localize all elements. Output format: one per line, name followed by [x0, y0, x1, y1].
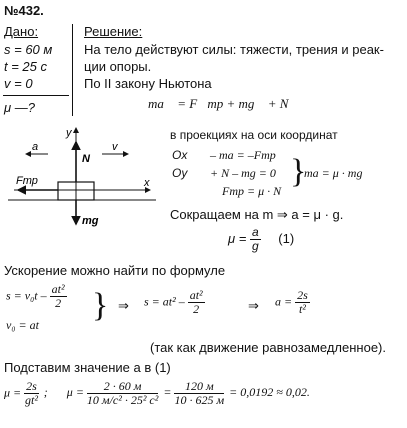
mu-formula [228, 226, 294, 253]
given-item-s: s = 60 м [4, 42, 53, 57]
a-eq-den: t² [298, 302, 306, 316]
sys-eq1-num: at² [51, 282, 65, 296]
final-mu1-fraction [24, 380, 39, 407]
sys-eq1-den: 2 [55, 296, 62, 310]
s-eq-fraction [188, 289, 205, 316]
implies-2: ⇒ [248, 298, 259, 313]
substitute-text: Подставим значение a в (1) [4, 360, 171, 375]
note-text: (так как движение равнозамедленное). [150, 340, 386, 355]
final-mu2-num: 2 · 60 м [87, 380, 158, 394]
final-mu1-lhs: μ = [4, 385, 22, 400]
sys-eq1-fraction [50, 283, 67, 310]
accel-text: Ускорение можно найти по формуле [4, 263, 226, 278]
x-axis-label: x [144, 177, 150, 189]
given-vertical-divider [72, 24, 73, 116]
sys-eq1-lhs: s = v₀t – [6, 288, 47, 303]
sys-eq1 [6, 283, 67, 310]
equals-sign: = [163, 385, 172, 400]
a-eq-num: 2s [297, 288, 308, 302]
final-mu2-den: 10 м/с² · 25² с² [86, 393, 159, 407]
given-find-divider [3, 95, 69, 96]
final-mu3-fraction [174, 380, 224, 407]
a-eq-fraction [295, 289, 310, 316]
result-ma: ma = μ · mg [304, 166, 363, 180]
y-axis-label: y [66, 127, 72, 139]
a-eq-lhs: a = [275, 294, 293, 309]
oy-label: Oy [172, 166, 188, 180]
problem-number: №432. [4, 3, 44, 18]
eq-ox: – ma = –Fтр [210, 148, 276, 162]
implies-1: ⇒ [118, 298, 129, 313]
reduce-text: Сокращаем на m ⇒ a = μ · g. [170, 207, 344, 222]
final-mu2-lhs: μ = [66, 385, 84, 400]
solution-intro-1: На тело действуют силы: тяжести, трения и реак- [84, 42, 384, 57]
given-header: Дано: [4, 24, 39, 39]
final-mu1-den: gt² [24, 393, 38, 407]
system-brace-2: } [92, 287, 109, 324]
final-mu3-num: 120 м [174, 380, 224, 394]
final-mu3-den: 10 · 625 м [174, 393, 225, 407]
s-eq-lhs: s = at² – [144, 294, 185, 309]
sys-eq2: v₀ = at [6, 318, 39, 332]
friction-label: Fтр [16, 175, 38, 187]
projections-text: в проекциях на оси координат [170, 128, 338, 142]
ox-label: Ox [172, 148, 188, 162]
given-find: μ —? [4, 100, 35, 115]
vector-equation: ma⃗ = F⃗тр + mg⃗ + N⃗ [148, 96, 299, 111]
mu-den: g [251, 239, 259, 253]
gravity-label: mg [82, 215, 99, 227]
solution-header: Решение: [84, 24, 143, 39]
final-mu2-fraction [87, 380, 158, 407]
newton-law-label: По II закону Ньютона [84, 76, 212, 91]
normal-force-label: N [82, 153, 90, 165]
given-item-v: v = 0 [4, 76, 33, 91]
final-formula [4, 380, 310, 407]
s-eq-num: at² [189, 288, 203, 302]
solution-intro-2: ции опоры. [84, 59, 152, 74]
a-eq [275, 289, 310, 316]
force-diagram [4, 120, 164, 230]
acceleration-label: a [32, 141, 39, 153]
eq-friction: Fтр = μ · N [222, 184, 282, 198]
velocity-label: v [112, 141, 118, 153]
given-item-t: t = 25 с [4, 59, 47, 74]
eq-oy: + N – mg = 0 [210, 166, 276, 180]
final-result: = 0,0192 ≈ 0,02. [229, 385, 310, 400]
mu-num: a [251, 225, 259, 239]
equation-number: (1) [278, 230, 295, 246]
s-eq-den: 2 [193, 302, 200, 316]
mu-fraction [250, 226, 261, 253]
system-brace: } [290, 153, 307, 190]
mu-formula-lhs: μ = [228, 230, 247, 246]
final-mu1-num: 2s [26, 379, 37, 393]
semicolon: ; [43, 385, 48, 400]
s-eq [144, 289, 205, 316]
